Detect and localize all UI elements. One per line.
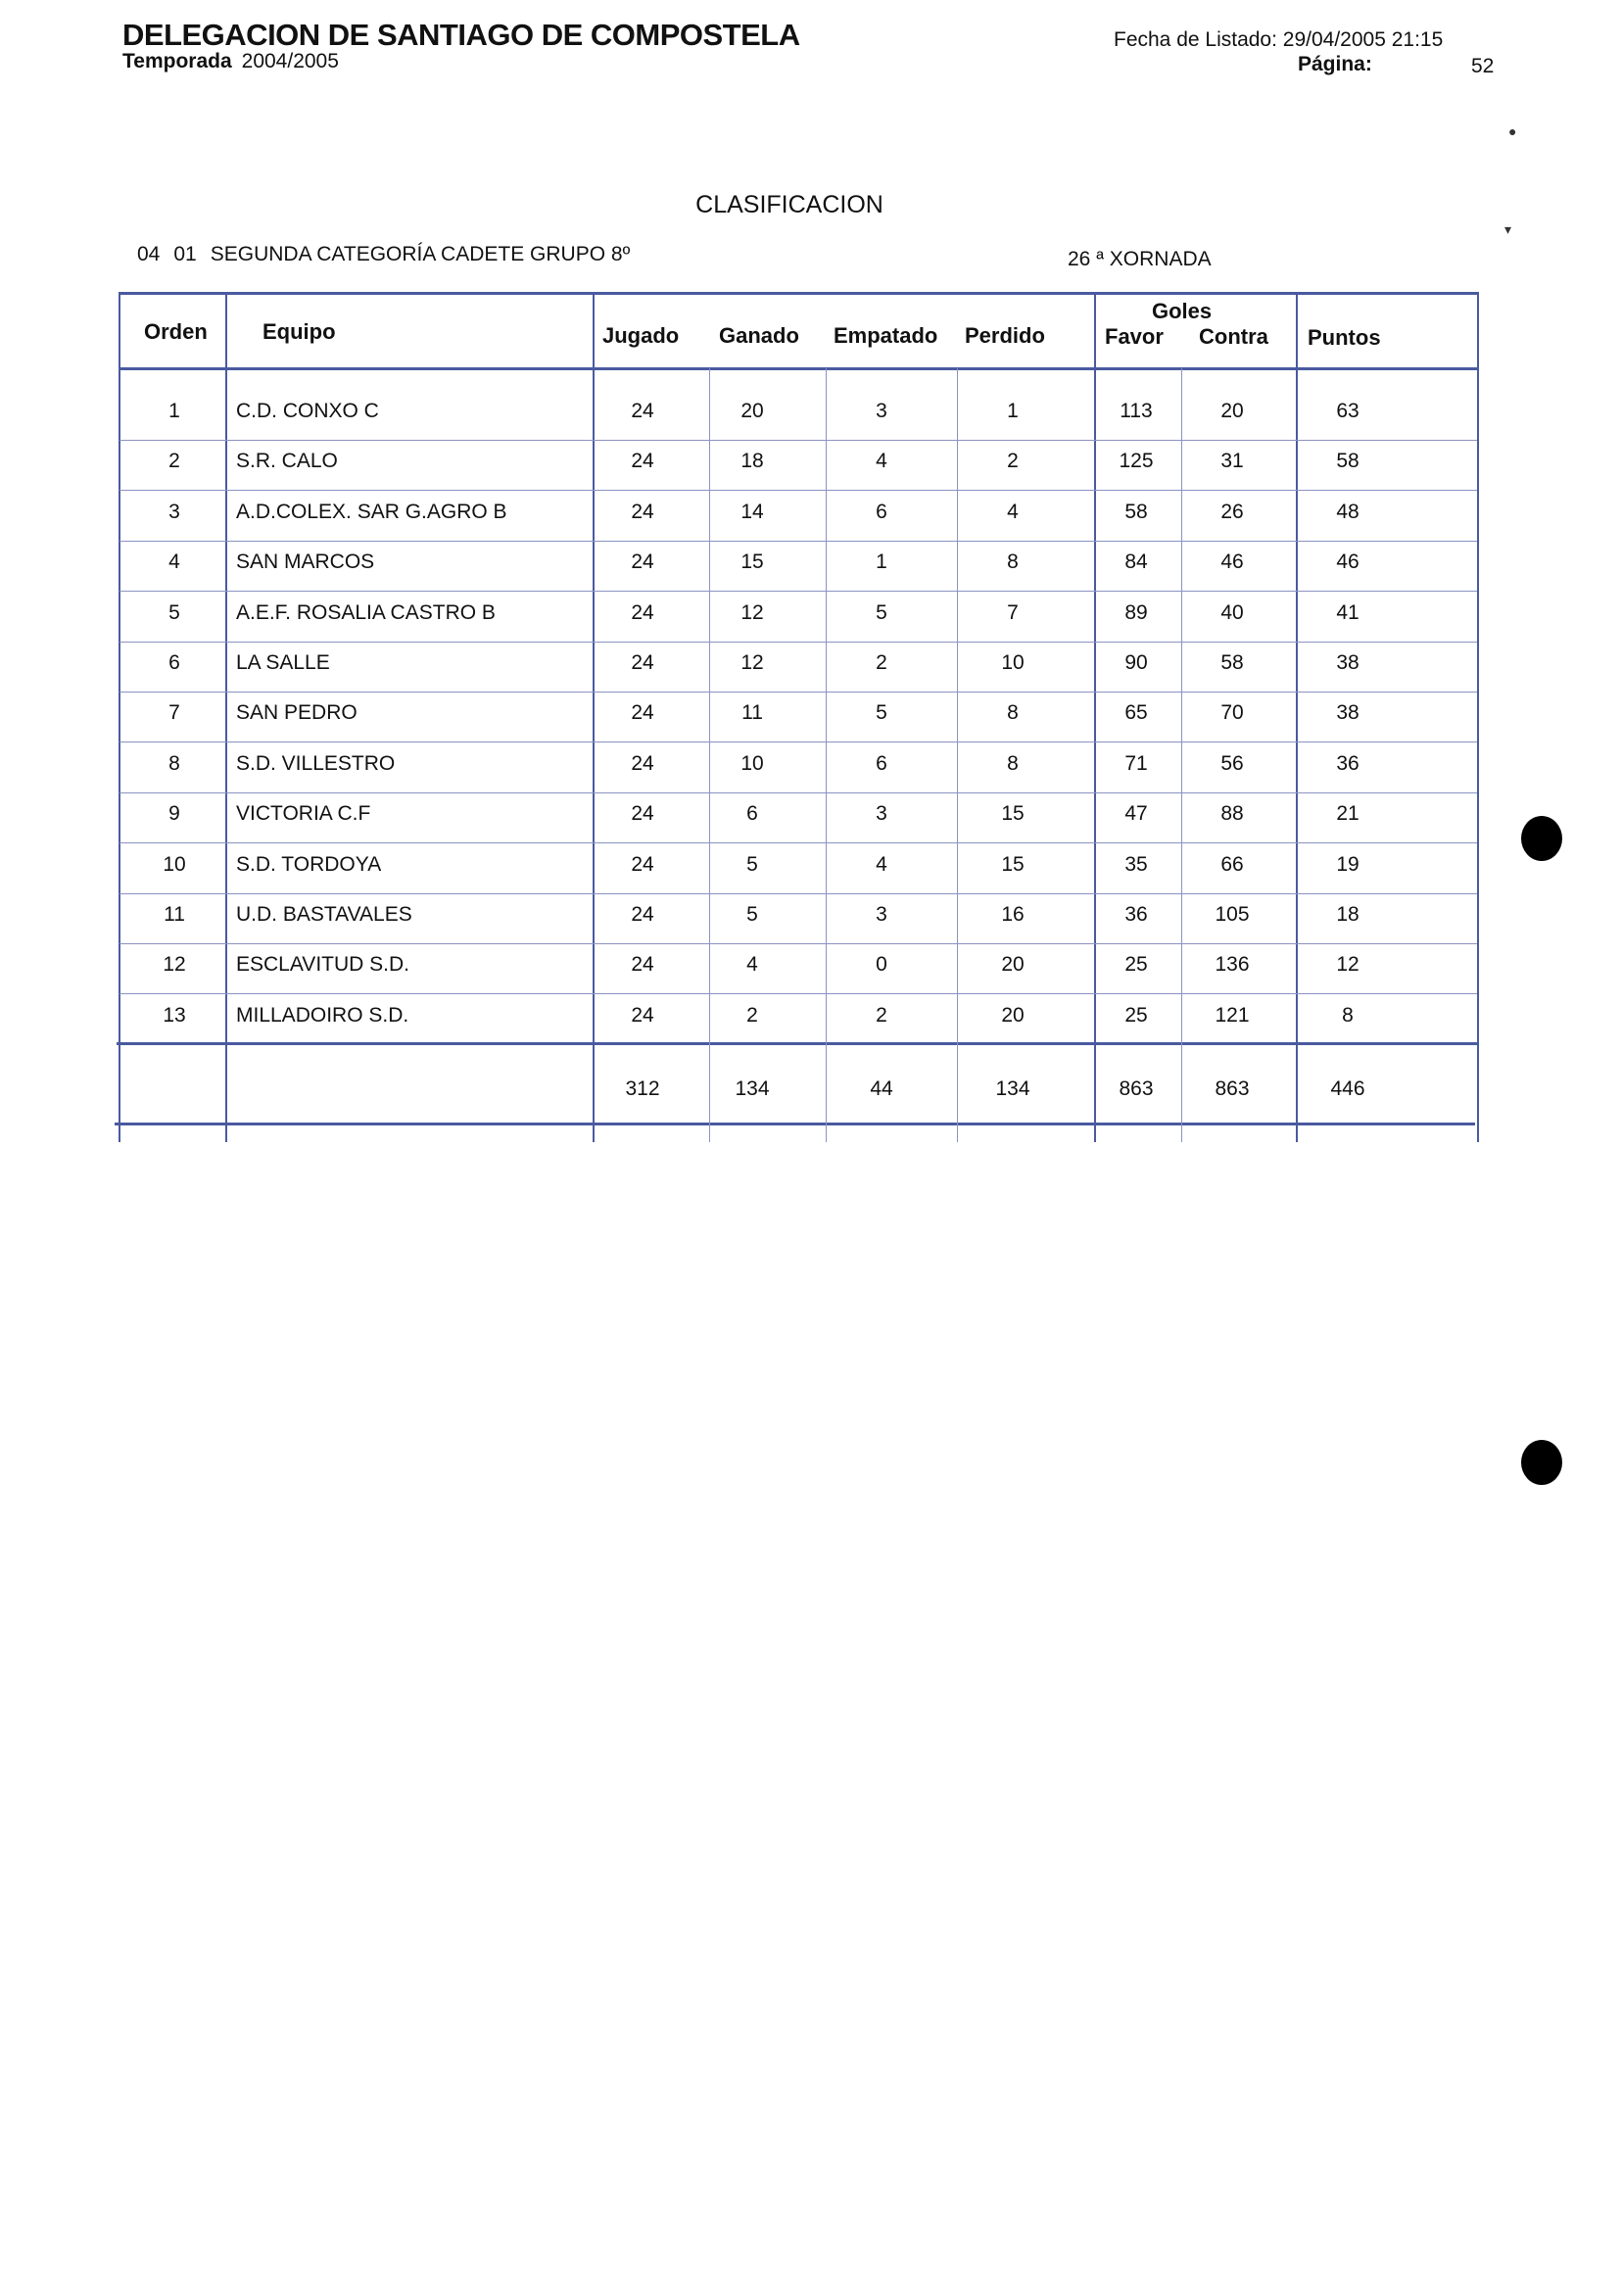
- row-separator: [119, 741, 1477, 742]
- cell-equipo: SAN PEDRO: [236, 701, 358, 725]
- total-empatado: 44: [870, 1077, 893, 1100]
- cell-perdido: 16: [1001, 903, 1025, 926]
- col-border-goles: [1296, 292, 1298, 1142]
- cell-favor: 125: [1119, 450, 1154, 473]
- cell-contra: 121: [1215, 1003, 1250, 1027]
- cell-perdido: 8: [1007, 550, 1019, 574]
- cell-favor: 90: [1124, 651, 1148, 674]
- cell-contra: 66: [1220, 852, 1244, 876]
- cell-orden: 10: [163, 852, 186, 876]
- cell-perdido: 4: [1007, 500, 1019, 523]
- cell-favor: 35: [1124, 852, 1148, 876]
- row-separator: [119, 943, 1477, 944]
- cell-equipo: C.D. CONXO C: [236, 400, 379, 422]
- cell-jugado: 24: [631, 802, 654, 826]
- cell-puntos: 48: [1336, 500, 1360, 523]
- cell-puntos: 8: [1342, 1003, 1354, 1027]
- cell-jugado: 24: [631, 1003, 654, 1027]
- cell-empatado: 2: [876, 651, 887, 674]
- cell-jugado: 24: [631, 953, 654, 977]
- total-favor: 863: [1119, 1077, 1154, 1100]
- cell-puntos: 18: [1336, 903, 1360, 926]
- row-separator: [119, 692, 1477, 693]
- cell-favor: 65: [1124, 701, 1148, 725]
- cell-equipo: MILLADOIRO S.D.: [236, 1003, 409, 1027]
- col-sep-jugado: [709, 368, 710, 1142]
- cell-empatado: 0: [876, 953, 887, 977]
- cell-ganado: 12: [740, 600, 764, 624]
- cell-orden: 12: [163, 953, 186, 977]
- header-goles: Goles: [1152, 299, 1213, 323]
- cell-orden: 7: [168, 701, 180, 725]
- cell-contra: 31: [1220, 450, 1244, 473]
- header-orden: Orden: [144, 319, 208, 344]
- cell-ganado: 5: [746, 903, 758, 926]
- row-separator: [119, 490, 1477, 491]
- cell-puntos: 12: [1336, 953, 1360, 977]
- cell-favor: 47: [1124, 802, 1148, 826]
- cell-favor: 84: [1124, 550, 1148, 574]
- cell-empatado: 3: [876, 903, 887, 926]
- page-label: Página:: [1298, 53, 1372, 75]
- cell-empatado: 3: [876, 400, 887, 422]
- header-empatado: Empatado: [834, 323, 938, 348]
- cell-empatado: 6: [876, 500, 887, 523]
- cell-equipo: A.E.F. ROSALIA CASTRO B: [236, 600, 496, 624]
- cell-empatado: 6: [876, 751, 887, 775]
- cell-ganado: 14: [740, 500, 764, 523]
- cell-equipo: S.R. CALO: [236, 450, 338, 473]
- punch-hole-bottom: [1521, 1440, 1562, 1485]
- cell-jugado: 24: [631, 550, 654, 574]
- cell-ganado: 4: [746, 953, 758, 977]
- row-separator: [119, 792, 1477, 793]
- table-top-border: [119, 292, 1479, 295]
- cell-equipo: U.D. BASTAVALES: [236, 903, 412, 926]
- cell-jugado: 24: [631, 701, 654, 725]
- col-border-orden: [225, 292, 227, 1142]
- cell-perdido: 10: [1001, 651, 1025, 674]
- row-separator: [119, 591, 1477, 592]
- header-ganado: Ganado: [719, 323, 799, 348]
- row-separator: [119, 642, 1477, 643]
- cell-puntos: 58: [1336, 450, 1360, 473]
- cell-orden: 2: [168, 450, 180, 473]
- cell-empatado: 3: [876, 802, 887, 826]
- cell-perdido: 8: [1007, 751, 1019, 775]
- header-puntos: Puntos: [1308, 325, 1381, 350]
- cell-equipo: SAN MARCOS: [236, 550, 375, 574]
- cell-equipo: S.D. TORDOYA: [236, 852, 382, 876]
- cell-empatado: 1: [876, 550, 887, 574]
- ink-speck: ●: [1508, 123, 1517, 139]
- cell-favor: 71: [1124, 751, 1148, 775]
- col-border-equipo: [593, 292, 595, 1142]
- season-label: Temporada: [122, 50, 232, 72]
- cell-puntos: 38: [1336, 651, 1360, 674]
- cell-puntos: 36: [1336, 751, 1360, 775]
- cell-jugado: 24: [631, 751, 654, 775]
- cell-ganado: 12: [740, 651, 764, 674]
- row-separator: [119, 893, 1477, 894]
- cell-empatado: 5: [876, 701, 887, 725]
- cell-contra: 46: [1220, 550, 1244, 574]
- cell-empatado: 2: [876, 1003, 887, 1027]
- cell-puntos: 38: [1336, 701, 1360, 725]
- cell-favor: 36: [1124, 903, 1148, 926]
- cell-ganado: 18: [740, 450, 764, 473]
- cell-ganado: 11: [741, 701, 763, 725]
- cell-orden: 11: [164, 903, 185, 926]
- cell-favor: 113: [1120, 400, 1153, 422]
- cell-favor: 25: [1124, 953, 1148, 977]
- header-perdido: Perdido: [965, 323, 1045, 348]
- total-jugado: 312: [625, 1077, 660, 1100]
- cell-orden: 3: [168, 500, 180, 523]
- total-contra: 863: [1215, 1077, 1250, 1100]
- season-value: 2004/2005: [241, 50, 339, 72]
- col-border-right: [1477, 292, 1479, 1142]
- cell-perdido: 20: [1001, 1003, 1025, 1027]
- cell-orden: 8: [168, 751, 180, 775]
- row-separator: [119, 842, 1477, 843]
- total-puntos: 446: [1330, 1077, 1365, 1100]
- cell-perdido: 15: [1001, 802, 1025, 826]
- row-separator: [119, 541, 1477, 542]
- header-jugado: Jugado: [602, 323, 680, 348]
- cell-ganado: 10: [740, 751, 764, 775]
- cell-puntos: 19: [1336, 852, 1360, 876]
- page-number: 52: [1471, 55, 1495, 77]
- cell-ganado: 5: [746, 852, 758, 876]
- col-sep-favor: [1181, 368, 1182, 1142]
- cell-ganado: 15: [740, 550, 764, 574]
- col-border-perdido: [1094, 292, 1096, 1142]
- cell-perdido: 15: [1001, 852, 1025, 876]
- cell-contra: 70: [1220, 701, 1244, 725]
- cell-ganado: 2: [746, 1003, 758, 1027]
- total-ganado: 134: [735, 1077, 770, 1100]
- header-bottom-border: [119, 367, 1479, 370]
- cell-perdido: 20: [1001, 953, 1025, 977]
- cell-jugado: 24: [631, 450, 654, 473]
- cell-orden: 5: [168, 600, 180, 624]
- cell-contra: 56: [1220, 751, 1244, 775]
- cell-contra: 136: [1215, 953, 1250, 977]
- organization-title: DELEGACION DE SANTIAGO DE COMPOSTELA: [122, 18, 800, 52]
- cell-equipo: A.D.COLEX. SAR G.AGRO B: [236, 500, 507, 523]
- competition-name: SEGUNDA CATEGORÍA CADETE GRUPO 8º: [210, 243, 631, 265]
- cell-contra: 105: [1215, 903, 1250, 926]
- cell-ganado: 6: [746, 802, 758, 826]
- cell-orden: 1: [168, 400, 180, 422]
- header-equipo: Equipo: [262, 319, 336, 344]
- cell-orden: 13: [163, 1003, 186, 1027]
- cell-empatado: 5: [876, 600, 887, 624]
- competition-code-1: 04: [137, 243, 161, 265]
- competition-code-2: 01: [173, 243, 197, 265]
- cell-jugado: 24: [631, 852, 654, 876]
- col-sep-ganado: [826, 368, 827, 1142]
- row-separator: [119, 440, 1477, 441]
- cell-equipo: LA SALLE: [236, 651, 330, 674]
- cell-jugado: 24: [631, 903, 654, 926]
- cell-equipo: S.D. VILLESTRO: [236, 751, 396, 775]
- cell-contra: 26: [1220, 500, 1244, 523]
- cell-favor: 25: [1124, 1003, 1148, 1027]
- cell-jugado: 24: [631, 500, 654, 523]
- document-title: CLASIFICACION: [695, 191, 883, 218]
- cell-perdido: 8: [1007, 701, 1019, 725]
- season: [122, 50, 339, 73]
- cell-puntos: 63: [1336, 400, 1360, 422]
- cell-favor: 58: [1124, 500, 1148, 523]
- cell-jugado: 24: [631, 651, 654, 674]
- cell-contra: 88: [1220, 802, 1244, 826]
- round-label: 26 ª XORNADA: [1068, 248, 1212, 270]
- cell-contra: 20: [1220, 400, 1244, 422]
- punch-hole-top: [1521, 816, 1562, 861]
- cell-equipo: VICTORIA C.F: [236, 802, 371, 826]
- cell-puntos: 41: [1336, 600, 1360, 624]
- listing-date: Fecha de Listado: 29/04/2005 21:15: [1114, 28, 1444, 51]
- totals-bottom-border: [115, 1123, 1475, 1125]
- cell-favor: 89: [1124, 600, 1148, 624]
- cell-puntos: 21: [1336, 802, 1360, 826]
- competition-line: [137, 243, 644, 266]
- cell-contra: 40: [1220, 600, 1244, 624]
- cell-puntos: 46: [1336, 550, 1360, 574]
- cell-empatado: 4: [876, 450, 887, 473]
- cell-orden: 4: [168, 550, 180, 574]
- body-bottom-border: [117, 1042, 1477, 1045]
- col-border-left: [119, 292, 120, 1142]
- total-perdido: 134: [995, 1077, 1030, 1100]
- cell-perdido: 1: [1007, 400, 1019, 422]
- cell-contra: 58: [1220, 651, 1244, 674]
- cell-equipo: ESCLAVITUD S.D.: [236, 953, 409, 977]
- cell-perdido: 7: [1007, 600, 1019, 624]
- cell-jugado: 24: [631, 400, 654, 422]
- cell-orden: 9: [168, 802, 180, 826]
- cell-empatado: 4: [876, 852, 887, 876]
- header-favor: Favor: [1105, 324, 1164, 349]
- header-contra: Contra: [1199, 324, 1268, 349]
- row-separator: [119, 993, 1477, 994]
- col-sep-empatado: [957, 368, 958, 1142]
- ink-speck: ▾: [1504, 221, 1512, 237]
- cell-ganado: 20: [740, 400, 764, 422]
- cell-orden: 6: [168, 651, 180, 674]
- cell-perdido: 2: [1007, 450, 1019, 473]
- cell-jugado: 24: [631, 600, 654, 624]
